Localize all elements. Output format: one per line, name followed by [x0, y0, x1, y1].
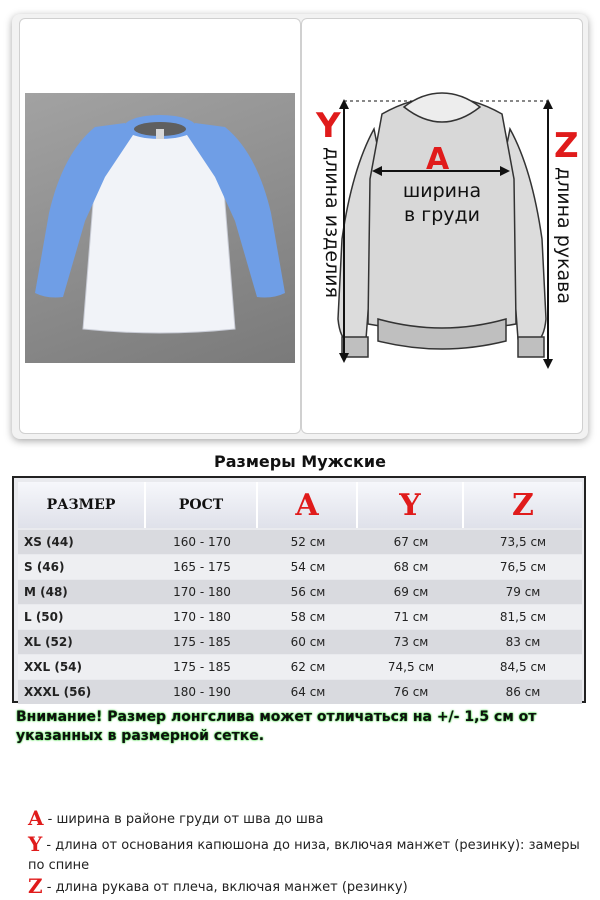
table-row [18, 630, 582, 654]
table-cell: 73,5 см [499, 535, 547, 549]
legend-z [28, 876, 588, 898]
table-cell: 73 см [393, 635, 429, 649]
header-a: A [258, 482, 358, 528]
table-cell: 86 см [505, 685, 541, 699]
sweater-measurement-diagram [302, 19, 582, 433]
table-cell: 60 см [290, 635, 326, 649]
legend-y [28, 834, 588, 876]
legend-a [28, 808, 588, 830]
table-row [18, 655, 582, 679]
table-cell: 84,5 см [499, 660, 547, 674]
table-cell: 165 - 175 [173, 560, 231, 574]
body-length-label: длина изделия [321, 147, 343, 298]
letter-y: Y [316, 106, 341, 146]
table-cell: S (46) [24, 560, 65, 574]
legend-y-text: - длина от основания капюшона до низа, включая манжет (резинку): замеры по спине [28, 838, 580, 873]
chest-label-line2: в груди [403, 204, 481, 226]
table-cell: 68 см [393, 560, 429, 574]
table-cell: 81,5 см [499, 610, 547, 624]
table-cell: 58 см [290, 610, 326, 624]
product-card [12, 14, 588, 439]
size-table [12, 476, 586, 703]
photo-panel [19, 18, 301, 434]
table-cell: 180 - 190 [173, 685, 231, 699]
table-cell: 74,5 см [387, 660, 435, 674]
chest-label-line1: ширина [402, 180, 482, 202]
table-cell: 54 см [290, 560, 326, 574]
size-chart-title: Размеры Мужские [214, 452, 386, 471]
legend-a-text: - ширина в районе груди от шва до шва [43, 812, 324, 827]
size-warning: Внимание! Размер лонгслива может отличаться на +/- 1,5 см от указанных в размерной сетке. [16, 709, 537, 744]
table-cell: XL (52) [24, 635, 73, 649]
table-cell: 67 см [393, 535, 429, 549]
table-cell: 76,5 см [499, 560, 547, 574]
measurement-diagram-panel [301, 18, 583, 434]
table-cell: M (48) [24, 585, 68, 599]
legend-y-letter: Y [28, 832, 43, 856]
table-cell: 71 см [393, 610, 429, 624]
letter-a: A [426, 142, 450, 177]
table-cell: 175 - 185 [173, 660, 231, 674]
table-cell: XXXL (56) [24, 685, 92, 699]
table-row [18, 680, 582, 704]
legend-z-letter: Z [28, 874, 43, 898]
table-row [18, 530, 582, 554]
table-cell: 170 - 180 [173, 610, 231, 624]
table-cell: 170 - 180 [173, 585, 231, 599]
letter-z: Z [554, 126, 579, 166]
legend-z-text: - длина рукава от плеча, включая манжет (резинку) [42, 880, 408, 895]
table-cell: 76 см [393, 685, 429, 699]
raglan-shirt-illustration [25, 93, 295, 363]
product-photo[interactable] [25, 93, 295, 363]
table-cell: 62 см [290, 660, 326, 674]
table-cell: L (50) [24, 610, 64, 624]
table-cell: 69 см [393, 585, 429, 599]
header-height: РОСТ [146, 482, 258, 528]
table-row [18, 580, 582, 604]
table-cell: 56 см [290, 585, 326, 599]
table-cell: XXL (54) [24, 660, 82, 674]
legend-a-letter: A [28, 806, 44, 830]
header-size: РАЗМЕР [18, 482, 146, 528]
header-y: Y [358, 482, 464, 528]
table-row [18, 555, 582, 579]
table-cell: 52 см [290, 535, 326, 549]
table-cell: 175 - 185 [173, 635, 231, 649]
table-cell: 83 см [505, 635, 541, 649]
header-z: Z [464, 482, 582, 528]
table-cell: 160 - 170 [173, 535, 231, 549]
table-cell: 64 см [290, 685, 326, 699]
table-row [18, 605, 582, 629]
sleeve-length-label: длина рукава [553, 167, 575, 304]
table-cell: 79 см [505, 585, 541, 599]
table-cell: XS (44) [24, 535, 74, 549]
